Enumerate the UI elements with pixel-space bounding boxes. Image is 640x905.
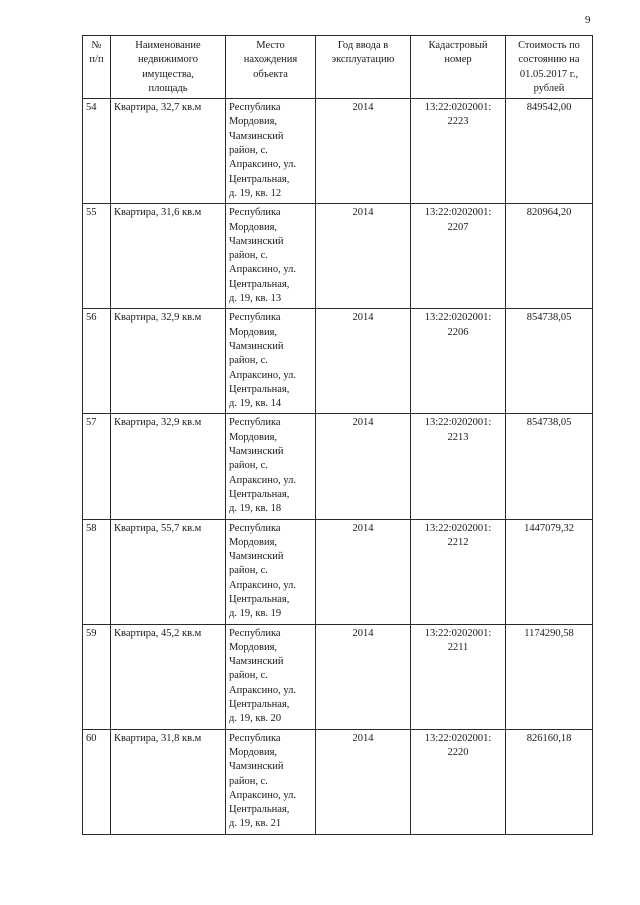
property-cost: 854738,05	[506, 414, 593, 519]
cadastral-number-line: 13:22:0202001:	[424, 417, 492, 429]
header-line: Место	[256, 40, 285, 51]
row-number: 55	[83, 204, 111, 309]
header-line: нахождения	[243, 54, 298, 66]
cadastral-number-line: 13:22:0202001:	[424, 102, 492, 114]
cadastral-number-line: 2212	[447, 536, 469, 548]
header-line: п/п	[89, 54, 104, 66]
commission-year: 2014	[316, 204, 411, 309]
property-location-line: Центральная,	[229, 699, 290, 711]
cadastral-number-line: 13:22:0202001:	[424, 312, 492, 324]
table-row	[83, 99, 593, 204]
property-location-line: д. 19, кв. 14	[229, 398, 282, 410]
cadastral-number	[411, 624, 506, 729]
cadastral-number-line: 13:22:0202001:	[424, 207, 492, 219]
property-location-line: д. 19, кв. 18	[229, 503, 282, 515]
table-row	[83, 309, 593, 414]
property-location-line: Чамзинский	[229, 656, 284, 668]
property-cost: 826160,18	[506, 729, 593, 834]
cadastral-number-line: 2207	[447, 221, 469, 233]
cadastral-number-line: 2220	[447, 746, 469, 758]
property-location	[226, 204, 316, 309]
header-row	[83, 36, 593, 99]
property-location-line: Республика	[229, 522, 281, 534]
table-row	[83, 414, 593, 519]
header-line: №	[91, 40, 102, 51]
property-location-line: Чамзинский	[229, 235, 284, 247]
property-name: Квартира, 32,7 кв.м	[111, 99, 226, 204]
header-line: эксплуатацию	[331, 54, 395, 66]
property-location-line: Мордовия,	[229, 431, 278, 443]
property-location-line: Мордовия,	[229, 221, 278, 233]
table-row	[83, 624, 593, 729]
header-line: имущества,	[142, 68, 194, 80]
property-location-line: д. 19, кв. 12	[229, 187, 282, 199]
property-location-line: Центральная,	[229, 383, 290, 395]
property-location-line: Республика	[229, 102, 281, 114]
cadastral-number	[411, 309, 506, 414]
property-location-line: Апраксино, ул.	[229, 264, 297, 276]
property-location-line: Центральная,	[229, 804, 290, 816]
header-number	[83, 36, 111, 99]
cadastral-number-line: 13:22:0202001:	[424, 627, 492, 639]
property-cost: 854738,05	[506, 309, 593, 414]
table-row	[83, 519, 593, 624]
property-location-line: Апраксино, ул.	[229, 789, 297, 801]
header-line: Наименование	[135, 40, 201, 51]
property-location-line: Апраксино, ул.	[229, 684, 297, 696]
property-location-line: Центральная,	[229, 593, 290, 605]
property-location-line: Мордовия,	[229, 536, 278, 548]
property-location-line: Чамзинский	[229, 761, 284, 773]
property-location-line: район, с.	[229, 355, 268, 367]
property-location-line: Мордовия,	[229, 326, 278, 338]
header-cost	[506, 36, 593, 99]
cadastral-number	[411, 99, 506, 204]
property-location	[226, 99, 316, 204]
table-body	[83, 99, 593, 835]
property-location-line: район, с.	[229, 145, 268, 157]
header-line: Год ввода в	[337, 40, 389, 51]
table-header	[83, 36, 593, 99]
cadastral-number	[411, 414, 506, 519]
property-location-line: район, с.	[229, 565, 268, 577]
property-location-line: Чамзинский	[229, 340, 284, 352]
row-number: 59	[83, 624, 111, 729]
row-number: 54	[83, 99, 111, 204]
property-location-line: Мордовия,	[229, 641, 278, 653]
property-location-line: район, с.	[229, 670, 268, 682]
property-cost: 1174290,58	[506, 624, 593, 729]
property-location-line: Республика	[229, 312, 281, 324]
property-cost: 849542,00	[506, 99, 593, 204]
commission-year: 2014	[316, 624, 411, 729]
property-location-line: Чамзинский	[229, 130, 284, 142]
property-name: Квартира, 31,8 кв.м	[111, 729, 226, 834]
property-location-line: район, с.	[229, 460, 268, 472]
property-name: Квартира, 32,9 кв.м	[111, 309, 226, 414]
property-cost: 1447079,32	[506, 519, 593, 624]
property-location-line: Центральная,	[229, 488, 290, 500]
header-line: номер	[444, 54, 472, 66]
property-name: Квартира, 31,6 кв.м	[111, 204, 226, 309]
property-location-line: Центральная,	[229, 173, 290, 185]
commission-year: 2014	[316, 99, 411, 204]
header-line: объекта	[253, 68, 288, 80]
header-line: рублей	[533, 82, 565, 94]
cadastral-number	[411, 729, 506, 834]
header-year	[316, 36, 411, 99]
property-location-line: Чамзинский	[229, 446, 284, 458]
commission-year: 2014	[316, 729, 411, 834]
property-location-line: Республика	[229, 417, 281, 429]
property-cost: 820964,20	[506, 204, 593, 309]
header-location	[226, 36, 316, 99]
property-location-line: район, с.	[229, 250, 268, 262]
property-location-line: Апраксино, ул.	[229, 159, 297, 171]
property-location-line: Центральная,	[229, 278, 290, 290]
property-location-line: Мордовия,	[229, 116, 278, 128]
property-location	[226, 729, 316, 834]
header-line: 01.05.2017 г.,	[519, 68, 579, 80]
property-location	[226, 624, 316, 729]
property-location-line: д. 19, кв. 21	[229, 818, 282, 830]
header-line: состоянию на	[518, 54, 580, 66]
cadastral-number-line: 2206	[447, 326, 469, 338]
page-number: 9	[585, 14, 591, 26]
property-location-line: д. 19, кв. 20	[229, 713, 282, 725]
cadastral-number-line: 2213	[447, 431, 469, 443]
cadastral-number	[411, 519, 506, 624]
property-location	[226, 309, 316, 414]
property-location-line: Мордовия,	[229, 746, 278, 758]
commission-year: 2014	[316, 414, 411, 519]
row-number: 57	[83, 414, 111, 519]
property-location-line: Республика	[229, 627, 281, 639]
cadastral-number	[411, 204, 506, 309]
property-location-line: Республика	[229, 732, 281, 744]
property-location-line: Апраксино, ул.	[229, 474, 297, 486]
cadastral-number-line: 2211	[447, 641, 469, 653]
header-name	[111, 36, 226, 99]
property-name: Квартира, 55,7 кв.м	[111, 519, 226, 624]
commission-year: 2014	[316, 309, 411, 414]
property-location-line: Апраксино, ул.	[229, 369, 297, 381]
header-cadastral	[411, 36, 506, 99]
header-line: площадь	[148, 82, 188, 94]
row-number: 56	[83, 309, 111, 414]
property-location	[226, 519, 316, 624]
property-location	[226, 414, 316, 519]
cadastral-number-line: 2223	[447, 116, 469, 128]
cadastral-number-line: 13:22:0202001:	[424, 732, 492, 744]
cadastral-number-line: 13:22:0202001:	[424, 522, 492, 534]
property-location-line: Апраксино, ул.	[229, 579, 297, 591]
property-table	[82, 35, 593, 835]
table-row	[83, 204, 593, 309]
property-location-line: Республика	[229, 207, 281, 219]
property-location-line: район, с.	[229, 775, 268, 787]
table-row	[83, 729, 593, 834]
property-location-line: Чамзинский	[229, 551, 284, 563]
property-name: Квартира, 45,2 кв.м	[111, 624, 226, 729]
property-name: Квартира, 32,9 кв.м	[111, 414, 226, 519]
row-number: 60	[83, 729, 111, 834]
header-line: недвижимого	[137, 54, 199, 66]
header-line: Стоимость по	[518, 40, 580, 51]
commission-year: 2014	[316, 519, 411, 624]
header-line: Кадастровый	[428, 40, 488, 51]
row-number: 58	[83, 519, 111, 624]
property-location-line: д. 19, кв. 19	[229, 608, 282, 620]
property-location-line: д. 19, кв. 13	[229, 293, 282, 305]
